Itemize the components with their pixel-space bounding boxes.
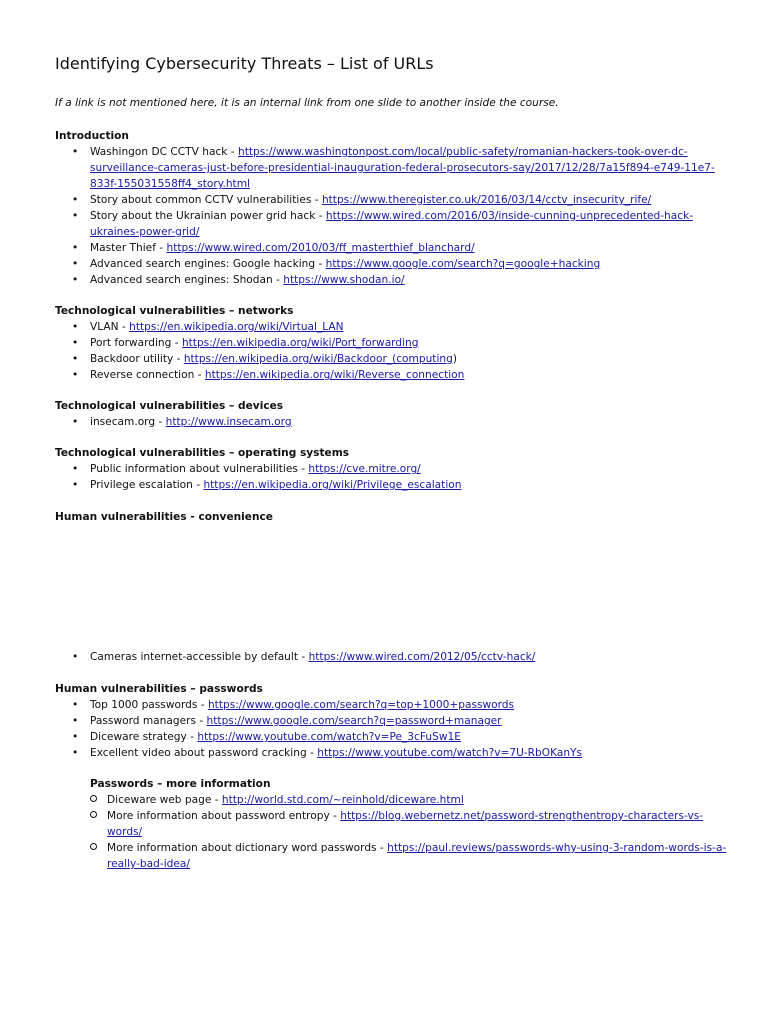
url-link[interactable]: https://en.wikipedia.org/wiki/Privilege_escalation [203,479,462,491]
list-item [55,351,735,367]
item-label: Backdoor utility - [90,353,184,365]
item-label: Reverse connection - [90,369,205,381]
url-link[interactable]: https://en.wikipedia.org/wiki/Reverse_connection [204,369,465,381]
item-label: Diceware web page - [107,794,222,806]
section-heading: Technological vulnerabilities – networks [55,305,294,317]
list-item [90,808,730,840]
url-link[interactable]: https://www.youtube.com/watch?v=Pe_3cFuSw1E [197,731,461,743]
url-link[interactable]: https://en.wikipedia.org/wiki/Virtual_LAN [129,321,344,333]
item-label: Story about common CCTV vulnerabilities - [90,194,322,206]
url-link[interactable]: https://www.wired.com/2012/05/cctv-hack/ [308,651,536,663]
bullet-icon: • [72,337,79,349]
url-link[interactable]: https://www.google.com/search?q=password+manager [206,715,502,727]
bullet-icon: • [72,353,79,365]
circle-bullet-icon [90,811,97,818]
list-item [55,697,735,713]
url-link[interactable]: https://www.wired.com/2016/03/inside-cunning-unprecedented-hack-ukraines-power-grid/ [90,210,694,238]
section-heading: Technological vulnerabilities – operating systems [55,447,350,459]
url-link[interactable]: https://paul.reviews/passwords-why-using-3-random-words-is-a-really-bad-idea/ [107,842,727,870]
list-item [55,144,735,192]
item-label: Washingon DC CCTV hack - [90,146,238,158]
section-passwords [55,681,735,761]
section-heading: Human vulnerabilities – passwords [55,683,263,695]
list-item [55,367,735,383]
item-label: Story about the Ukrainian power grid hack - [90,210,326,222]
bullet-icon: • [72,321,79,333]
url-link[interactable]: https://www.shodan.io/ [283,274,405,286]
intro-note: If a link is not mentioned here, it is an internal link from one slide to another inside the course. [55,97,559,109]
bullet-icon: • [72,258,79,270]
list-item [55,713,735,729]
list-item [55,256,735,272]
item-label: Excellent video about password cracking - [90,747,318,759]
item-label: More information about password entropy - [107,810,341,822]
item-suffix: ) [452,353,457,365]
url-link[interactable]: https://www.washingtonpost.com/local/public-safety/romanian-hackers-took-over-dc-surveillance-cameras-just-before-presidential-inauguration-federal-prosecutors-say/2017/12/28/7a15f894-e749-11e7-833f-155031558ff4_story.html [90,146,715,190]
item-label: Diceware strategy - [90,731,198,743]
list-item [55,335,735,351]
list-item [55,477,735,493]
list-item [55,729,735,745]
section-heading: Human vulnerabilities - convenience [55,511,273,523]
url-link[interactable]: https://en.wikipedia.org/wiki/Backdoor_(computing [183,353,453,365]
list-item [55,208,735,240]
url-link[interactable]: https://www.wired.com/2010/03/ff_masterthief_blanchard/ [166,242,475,254]
item-label: Password managers - [90,715,207,727]
url-link[interactable]: http://world.std.com/~reinhold/diceware.html [221,794,464,806]
section-introduction [55,128,735,288]
circle-bullet-icon [90,843,97,850]
link-list [90,792,730,872]
bullet-icon: • [72,651,79,663]
item-label: Cameras internet-accessible by default - [90,651,309,663]
bullet-icon: • [72,747,79,759]
section-heading: Introduction [55,130,129,142]
bullet-icon: • [72,479,79,491]
url-link[interactable]: https://www.youtube.com/watch?v=7U-RbOKanYs [317,747,583,759]
item-label: Public information about vulnerabilities - [90,463,309,475]
url-link[interactable]: https://cve.mitre.org/ [308,463,421,475]
circle-bullet-icon [90,795,97,802]
bullet-icon: • [72,242,79,254]
link-list [55,697,735,761]
item-label: Master Thief - [90,242,167,254]
list-item [55,240,735,256]
section-convenience [55,509,735,525]
list-item [55,192,735,208]
bullet-icon: • [72,699,79,711]
section-convenience-items [55,649,735,665]
item-label: VLAN - [90,321,130,333]
list-item [90,840,730,872]
item-label: insecam.org - [90,416,166,428]
list-item [90,792,730,808]
item-label: Top 1000 passwords - [90,699,208,711]
section-heading: Technological vulnerabilities – devices [55,400,284,412]
url-link[interactable]: https://www.google.com/search?q=top+1000+passwords [207,699,515,711]
url-link[interactable]: http://www.insecam.org [165,416,292,428]
section-operating-systems [55,445,735,493]
url-link[interactable]: https://en.wikipedia.org/wiki/Port_forwarding [181,337,419,349]
link-list [55,144,735,288]
item-label: Advanced search engines: Google hacking - [90,258,326,270]
item-label: Advanced search engines: Shodan - [90,274,284,286]
list-item [55,319,735,335]
subsection-heading: Passwords – more information [90,778,271,790]
bullet-icon: • [72,731,79,743]
section-devices [55,398,735,430]
item-label: More information about dictionary word passwords - [107,842,388,854]
bullet-icon: • [72,146,79,158]
url-link[interactable]: https://blog.webernetz.net/password-strengthentropy-characters-vs-words/ [107,810,704,838]
link-list [55,461,735,493]
list-item [55,649,735,665]
bullet-icon: • [72,715,79,727]
link-list [55,319,735,383]
link-list [55,649,735,665]
bullet-icon: • [72,463,79,475]
link-list [55,414,735,430]
list-item [55,272,735,288]
bullet-icon: • [72,416,79,428]
list-item [55,461,735,477]
bullet-icon: • [72,274,79,286]
bullet-icon: • [72,194,79,206]
item-label: Port forwarding - [90,337,182,349]
section-networks [55,303,735,383]
page-title: Identifying Cybersecurity Threats – List of URLs [55,54,434,73]
bullet-icon: • [72,210,79,222]
bullet-icon: • [72,369,79,381]
list-item [55,745,735,761]
list-item [55,414,735,430]
url-link[interactable]: https://www.theregister.co.uk/2016/03/14/cctv_insecurity_rife/ [321,194,652,206]
item-label: Privilege escalation - [90,479,204,491]
subsection-passwords-more-info [90,776,730,872]
url-link[interactable]: https://www.google.com/search?q=google+hacking [325,258,601,270]
